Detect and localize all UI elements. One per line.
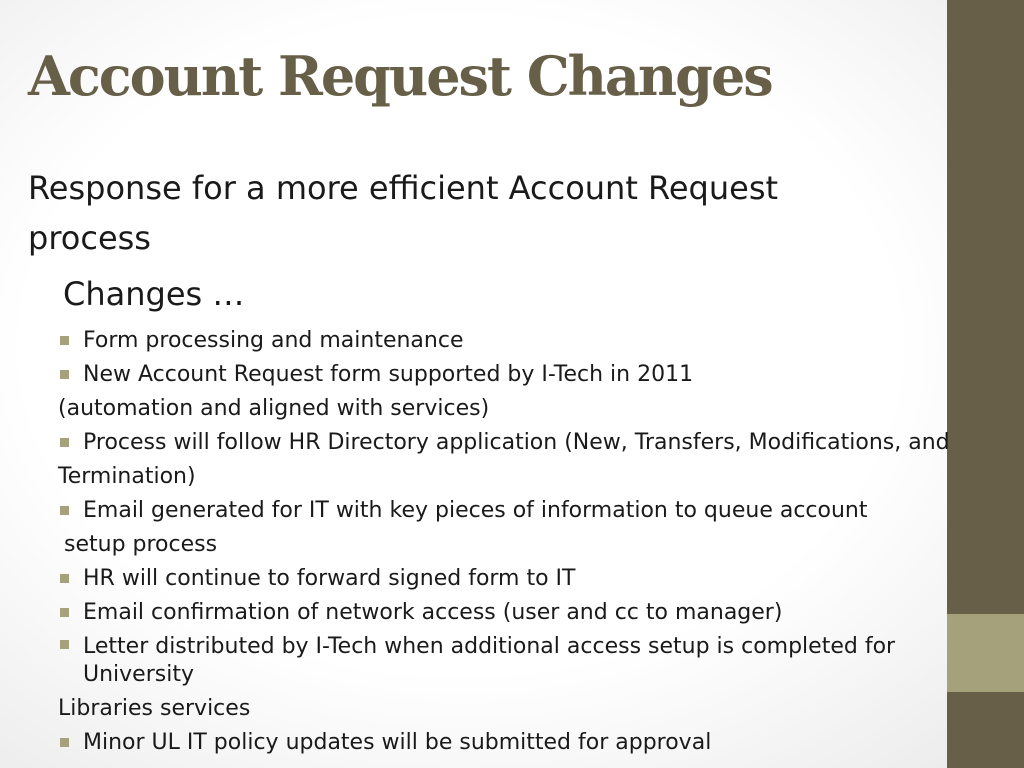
list-item-text: Letter distributed by I-Tech when additional access setup is completed for University	[83, 634, 896, 687]
list-item	[58, 358, 1008, 392]
list-item-text: New Account Request form supported by I-Tech in 2011	[83, 362, 694, 387]
list-item	[58, 528, 1008, 562]
slide-title: Account Request Changes	[28, 44, 772, 108]
list-item-text: Email generated for IT with key pieces of information to queue account	[83, 498, 868, 523]
list-item-text: Minor UL IT policy updates will be submitted for approval	[83, 730, 712, 755]
list-item	[58, 562, 1008, 596]
list-item	[58, 630, 933, 692]
list-item	[58, 692, 1008, 726]
list-item	[58, 392, 1008, 426]
list-item	[58, 324, 1008, 358]
list-item-text: Process will follow HR Directory application (New, Transfers, Modifications, and	[83, 430, 950, 455]
square-bullet-icon	[60, 506, 69, 515]
list-item	[58, 460, 1008, 494]
square-bullet-icon	[60, 608, 69, 617]
list-item-text: (automation and aligned with services)	[58, 396, 490, 421]
square-bullet-icon	[60, 640, 69, 649]
changes-list	[58, 324, 1008, 760]
list-item-text: Email confirmation of network access (user and cc to manager)	[83, 600, 783, 625]
slide-intro: Response for a more efficient Account Request process	[28, 169, 779, 257]
square-bullet-icon	[60, 738, 69, 747]
changes-subheading: Changes …	[63, 275, 245, 313]
list-item	[58, 596, 1008, 630]
list-item	[58, 426, 1008, 460]
list-item	[58, 494, 1008, 528]
square-bullet-icon	[60, 438, 69, 447]
square-bullet-icon	[60, 574, 69, 583]
square-bullet-icon	[60, 336, 69, 345]
square-bullet-icon	[60, 370, 69, 379]
list-item-text: setup process	[64, 532, 218, 557]
list-item	[58, 726, 1008, 760]
list-item-text: Termination)	[58, 464, 196, 489]
list-item-text: Form processing and maintenance	[83, 328, 464, 353]
list-item-text: Libraries services	[58, 696, 251, 721]
list-item-text: HR will continue to forward signed form to IT	[83, 566, 576, 591]
